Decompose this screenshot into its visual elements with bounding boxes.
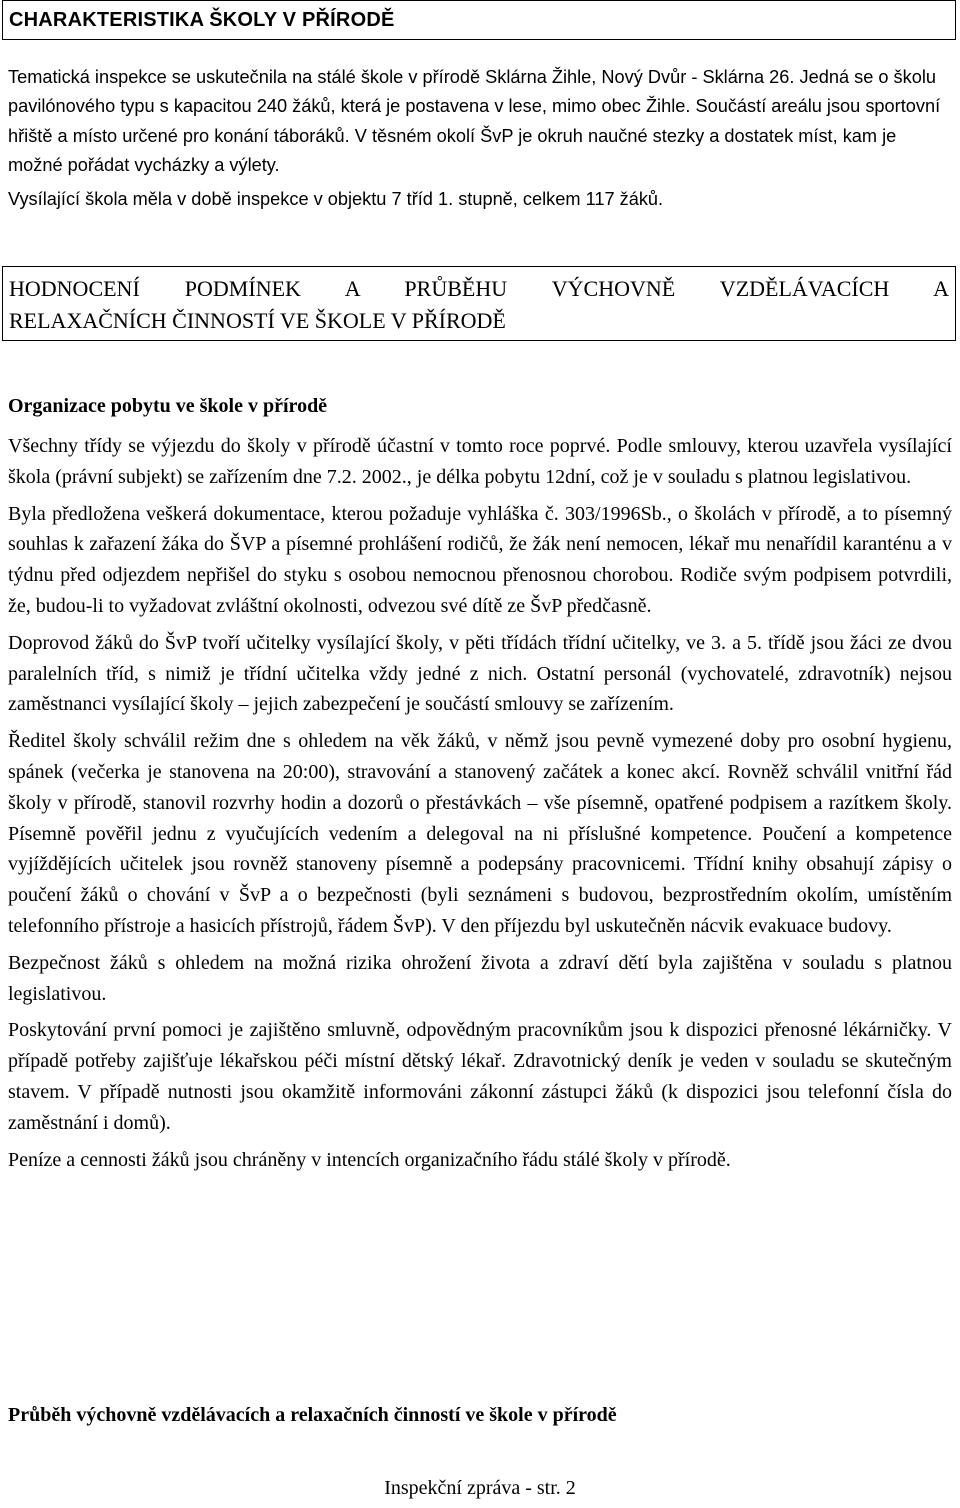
subheading-prubeh: Průběh výchovně vzdělávacích a relaxačních činností ve škole v přírodě — [8, 1404, 617, 1426]
intro-paragraph: Vysílající škola měla v době inspekce v objektu 7 tříd 1. stupně, celkem 117 žáků. — [8, 188, 664, 209]
body-paragraph: Byla předložena veškerá dokumentace, kterou požaduje vyhláška č. 303/1996Sb., o školách v přírodě, a to písemný souhlas k zařazení žáka do ŠVP a písemné prohlášení rodičů, že žák není nemocen, lékař mu nenařídil karanténu a v týdnu před odjezdem nepřišel do styku s osobou nemocnou přenosnou chorobou. Rodiče svým podpisem potvrdili, že, budou-li to vyžadovat zvláštní okolnosti, odvezou své dítě ze ŠvP předčasně. — [8, 502, 952, 617]
body-paragraph: Všechny třídy se výjezdu do školy v přírodě účastní v tomto roce poprvé. Podle smlouvy, kterou uzavřela vysílající škola (právní subjekt) se zařízením dne 7.2. 2002., je délka pobytu 12dní, což je v souladu s platnou legislativou. — [8, 435, 952, 488]
footer-text: Inspekční zpráva - str. 2 — [384, 1477, 576, 1499]
intro-section — [8, 63, 952, 218]
section-heading-line: RELAXAČNÍCH ČINNOSTÍ VE ŠKOLE V PŘÍRODĚ — [9, 308, 506, 333]
body-paragraph: Doprovod žáků do ŠvP tvoří učitelky vysílající školy, v pěti třídách třídní učitelky, ve 3. a 5. třídě jsou žáci ze dvou paralelních tříd, s nimiž je třídní učitelka vždy jedné z nich. Ostatní personál (vychovatelé, zdravotník) nejsou zaměstnanci vysílající školy – jejich zabezpečení je součástí smlouvy se zařízením. — [8, 631, 952, 716]
page-title: CHARAKTERISTIKA ŠKOLY V PŘÍRODĚ — [2, 0, 956, 40]
intro-paragraph: Tematická inspekce se uskutečnila na stálé škole v přírodě Sklárna Žihle, Nový Dvůr - Sklárna 26. Jedná se o školu pavilónového typu s kapacitou 240 žáků, která je postavena v lese, mimo obec Žihle. Součástí areálu jsou sportovní hřiště a místo určené pro konání táboráků. V těsném okolí ŠvP je okruh naučné stezky a dostatek míst, kam je možné pořádat vycházky a výlety. — [8, 67, 941, 176]
body-paragraph: Ředitel školy schválil režim dne s ohledem na věk žáků, v němž jsou pevně vymezené doby pro osobní hygienu, spánek (večerka je stanovena na 20:00), stravování a stanovený začátek a konec akcí. Rovněž schválil vnitřní řád školy v přírodě, stanovil rozvrhy hodin a dozorů o přestávkách – vše písemně, opatřené podpisem a razítkem školy. Písemně pověřil jednu z vyučujících vedením a delegoval na ni příslušné kompetence. Poučení a kompetence vyjíždějících učitelek jsou rovněž stanoveny písemně a podepsány pracovnicemi. Třídní knihy obsahují zápisy o poučení žáků o chování v ŠvP a o bezpečnosti (byli seznámeni s budovou, bezprostředním okolím, umístěním telefonního přístroje a hasicích přístrojů, řádem ŠvP). V den příjezdu byl uskutečněn nácvik evakuace budovy. — [8, 730, 952, 937]
body-paragraph: Peníze a cennosti žáků jsou chráněny v intencích organizačního řádu stálé školy v přírodě. — [8, 1148, 731, 1171]
section-heading-line: HODNOCENÍ PODMÍNEK A PRŮBĚHU VÝCHOVNĚ VZDĚLÁVACÍCH A — [9, 276, 949, 301]
body-paragraph: Bezpečnost žáků s ohledem na možná rizika ohrožení života a zdraví dětí byla zajištěna v souladu s platnou legislativou. — [8, 951, 952, 1005]
subheading-organizace: Organizace pobytu ve škole v přírodě — [8, 395, 328, 417]
body-text — [8, 431, 952, 1181]
page-footer — [0, 1474, 960, 1502]
body-paragraph: Poskytování první pomoci je zajištěno smluvně, odpovědným pracovníkům jsou k dispozici přenosné lékárničky. V případě potřeby zajišťuje lékařskou péči místní dětský lékař. Zdravotnický deník je veden v souladu se skutečným stavem. V případě nutnosti jsou okamžitě informováni zákonní zástupci žáků (k dispozici jsou telefonní čísla do zaměstnání i domů). — [8, 1019, 952, 1134]
section-heading — [2, 266, 956, 341]
